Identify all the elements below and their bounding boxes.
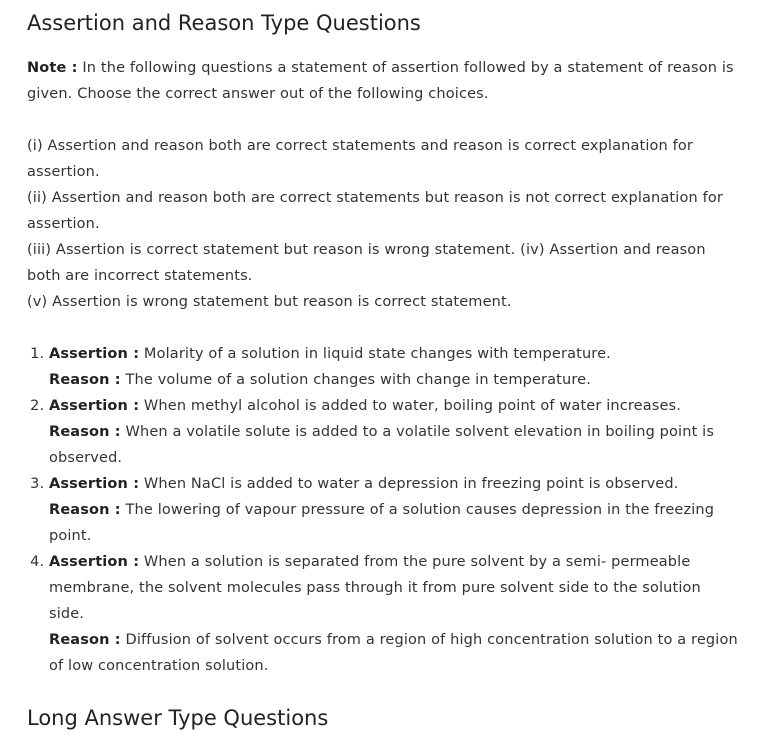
assertion-line xyxy=(49,471,740,497)
assertion-label: Assertion : xyxy=(49,346,140,362)
answer-choices xyxy=(27,133,740,315)
assertion-label: Assertion : xyxy=(49,554,140,570)
reason-label: Reason : xyxy=(49,632,121,648)
assertion-line xyxy=(49,549,740,627)
assertion-text: When NaCl is added to water a depression in freezing point is observed. xyxy=(143,476,679,492)
reason-text: Diffusion of solvent occurs from a region of high concentration solution to a region of low concentration solution. xyxy=(49,632,738,674)
choice-item: (i) Assertion and reason both are correct statements and reason is correct explanation for assertion. xyxy=(27,138,694,180)
question-list xyxy=(27,341,740,679)
reason-text: The volume of a solution changes with change in temperature. xyxy=(125,372,591,388)
reason-text: The lowering of vapour pressure of a solution causes depression in the freezing point. xyxy=(49,502,715,544)
reason-line xyxy=(49,367,740,393)
reason-label: Reason : xyxy=(49,372,121,388)
assertion-text: When a solution is separated from the pure solvent by a semi- permeable membrane, the solvent molecules pass through it from pure solvent side to the solution side. xyxy=(49,554,701,622)
question-item xyxy=(49,471,740,549)
reason-line xyxy=(49,627,740,679)
reason-label: Reason : xyxy=(49,502,121,518)
note-paragraph xyxy=(27,55,740,107)
section-title: Assertion and Reason Type Questions xyxy=(27,11,421,35)
assertion-text: When methyl alcohol is added to water, boiling point of water increases. xyxy=(143,398,682,414)
choice-item: (ii) Assertion and reason both are correct statements but reason is not correct explanation for assertion. xyxy=(27,190,723,232)
reason-text: When a volatile solute is added to a volatile solvent elevation in boiling point is observed. xyxy=(49,424,715,466)
question-item xyxy=(49,549,740,679)
note-label: Note : xyxy=(27,60,78,76)
question-item xyxy=(49,393,740,471)
reason-line xyxy=(49,419,740,471)
assertion-label: Assertion : xyxy=(49,476,140,492)
next-section-title: Long Answer Type Questions xyxy=(27,706,329,730)
assertion-line xyxy=(49,393,740,419)
reason-line xyxy=(49,497,740,549)
assertion-label: Assertion : xyxy=(49,398,140,414)
assertion-line xyxy=(49,341,740,367)
choice-item: (iii) Assertion is correct statement but reason is wrong statement. (iv) Assertion and reason both are incorrect statements. xyxy=(27,242,706,284)
assertion-text: Molarity of a solution in liquid state changes with temperature. xyxy=(143,346,611,362)
note-text: In the following questions a statement of assertion followed by a statement of reason is given. Choose the correct answer out of the following choices. xyxy=(27,60,734,102)
choice-item: (v) Assertion is wrong statement but reason is correct statement. xyxy=(27,294,512,310)
question-item xyxy=(49,341,740,393)
reason-label: Reason : xyxy=(49,424,121,440)
